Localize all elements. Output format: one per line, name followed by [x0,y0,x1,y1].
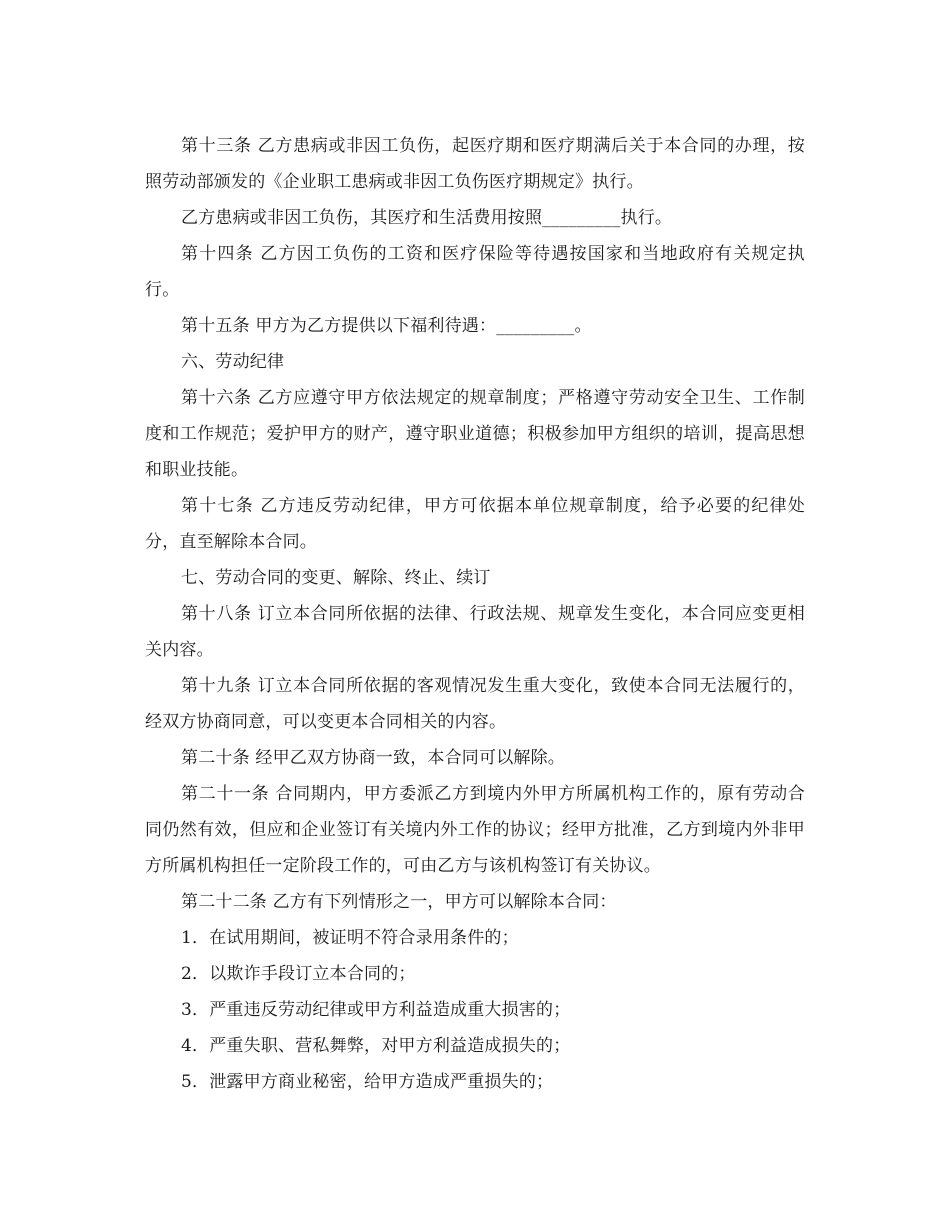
paragraph-article-14: 第十四条 乙方因工负伤的工资和医疗保险等待遇按国家和当地政府有关规定执行。 [145,244,805,300]
paragraph-article-19: 第十九条 订立本合同所依据的客观情况发生重大变化，致使本合同无法履行的，经双方协商同意，可以变更本合同相关的内容。 [145,676,805,732]
list-item-2: 2．以欺诈手段订立本合同的； [181,964,416,984]
list-item-1: 1．在试用期间，被证明不符合录用条件的； [181,928,519,948]
section-heading-labor-discipline: 六、劳动纪律 [181,352,285,372]
paragraph-article-15: 第十五条 甲方为乙方提供以下福利待遇：_________。 [181,316,592,336]
document-body [145,128,805,1100]
list-item-5: 5．泄露甲方商业秘密，给甲方造成严重损失的； [181,1072,554,1092]
paragraph-article-18: 第十八条 订立本合同所依据的法律、行政法规、规章发生变化，本合同应变更相关内容。 [145,604,805,660]
paragraph-article-16: 第十六条 乙方应遵守甲方依法规定的规章制度；严格遵守劳动安全卫生、工作制度和工作规范；爱护甲方的财产，遵守职业道德；积极参加甲方组织的培训，提高思想和职业技能。 [145,388,805,480]
paragraph-article-20: 第二十条 经甲乙双方协商一致，本合同可以解除。 [181,748,566,768]
paragraph-article-22: 第二十二条 乙方有下列情形之一，甲方可以解除本合同： [181,892,617,912]
paragraph-medical-expenses: 乙方患病或非因工负伤，其医疗和生活费用按照_________执行。 [181,208,673,228]
list-item-3: 3．严重违反劳动纪律或甲方利益造成重大损害的； [181,1000,571,1020]
section-heading-contract-changes: 七、劳动合同的变更、解除、终止、续订 [181,568,491,588]
list-item-4: 4．严重失职、营私舞弊，对甲方利益造成损失的； [181,1036,571,1056]
paragraph-article-21: 第二十一条 合同期内，甲方委派乙方到境内外甲方所属机构工作的，原有劳动合同仍然有效，但应和企业签订有关境内外工作的协议；经甲方批准，乙方到境内外非甲方所属机构担任一定阶段工作的，可由乙方与该机构签订有关协议。 [145,784,805,876]
paragraph-article-13: 第十三条 乙方患病或非因工负伤，起医疗期和医疗期满后关于本合同的办理，按照劳动部颁发的《企业职工患病或非因工负伤医疗期规定》执行。 [145,136,805,192]
paragraph-article-17: 第十七条 乙方违反劳动纪律，甲方可依据本单位规章制度，给予必要的纪律处分，直至解除本合同。 [145,496,805,552]
